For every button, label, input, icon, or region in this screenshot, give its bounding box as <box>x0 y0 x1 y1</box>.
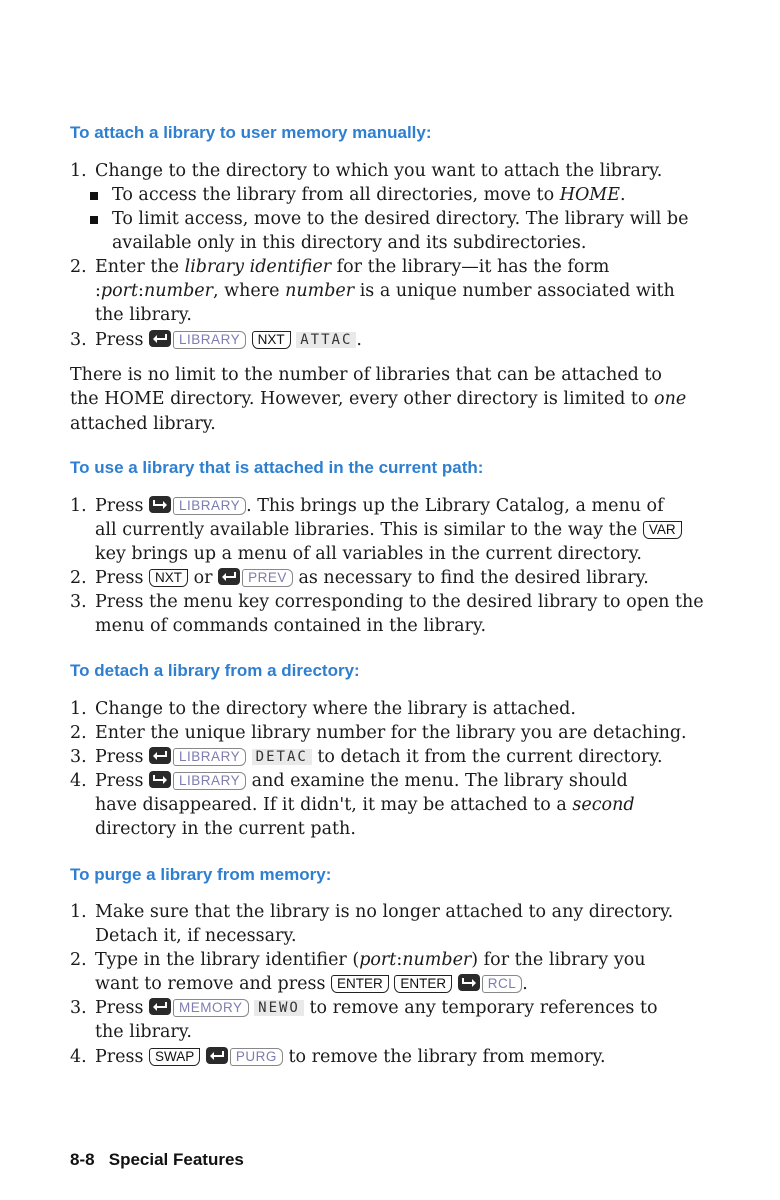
library-softkey: LIBRARY <box>173 331 246 349</box>
swap-key: SWAP <box>149 1048 200 1066</box>
right-shift-key-icon <box>149 771 171 788</box>
rcl-softkey: RCL <box>482 975 523 993</box>
enter-key: ENTER <box>394 975 452 993</box>
detac-menu-label: DETAC <box>252 749 312 765</box>
section-heading-use: To use a library that is attached in the current path: <box>70 458 484 477</box>
memory-softkey: MEMORY <box>173 999 249 1017</box>
left-shift-key-icon <box>206 1047 228 1064</box>
library-softkey: LIBRARY <box>173 748 246 766</box>
library-softkey: LIBRARY <box>173 772 246 790</box>
section-heading-purge: To purge a library from memory: <box>70 865 332 884</box>
section-heading-detach: To detach a library from a directory: <box>70 661 360 680</box>
bullet-icon <box>90 216 98 224</box>
home-emphasis: HOME <box>559 185 620 205</box>
section-heading-attach: To attach a library to user memory manually: <box>70 123 432 142</box>
left-shift-key-icon <box>218 568 240 585</box>
newo-menu-label: NEWO <box>254 1000 304 1016</box>
nxt-key: NXT <box>252 331 291 349</box>
page-footer <box>70 1150 244 1170</box>
chapter-title: Special Features <box>108 1150 244 1169</box>
right-shift-key-icon <box>149 496 171 513</box>
left-shift-key-icon <box>149 330 171 347</box>
nxt-key: NXT <box>149 569 188 587</box>
var-key: VAR <box>643 521 682 539</box>
paragraph: There is no limit to the number of libraries that can be attached to the HOME directory. However, every other directory is limited to one attached library. <box>70 365 687 434</box>
purg-softkey: PURG <box>230 1048 283 1066</box>
enter-key: ENTER <box>331 975 389 993</box>
left-shift-key-icon <box>149 998 171 1015</box>
attac-menu-label: ATTAC <box>296 332 356 348</box>
right-shift-key-icon <box>458 974 480 991</box>
left-shift-key-icon <box>149 747 171 764</box>
list-text: Change to the directory to which you want to attach the library. <box>95 161 663 181</box>
bullet-icon <box>90 192 98 200</box>
page-number: 8-8 <box>70 1150 95 1169</box>
list-number: 1. <box>70 161 87 181</box>
library-softkey: LIBRARY <box>173 497 246 515</box>
prev-softkey: PREV <box>242 569 293 587</box>
